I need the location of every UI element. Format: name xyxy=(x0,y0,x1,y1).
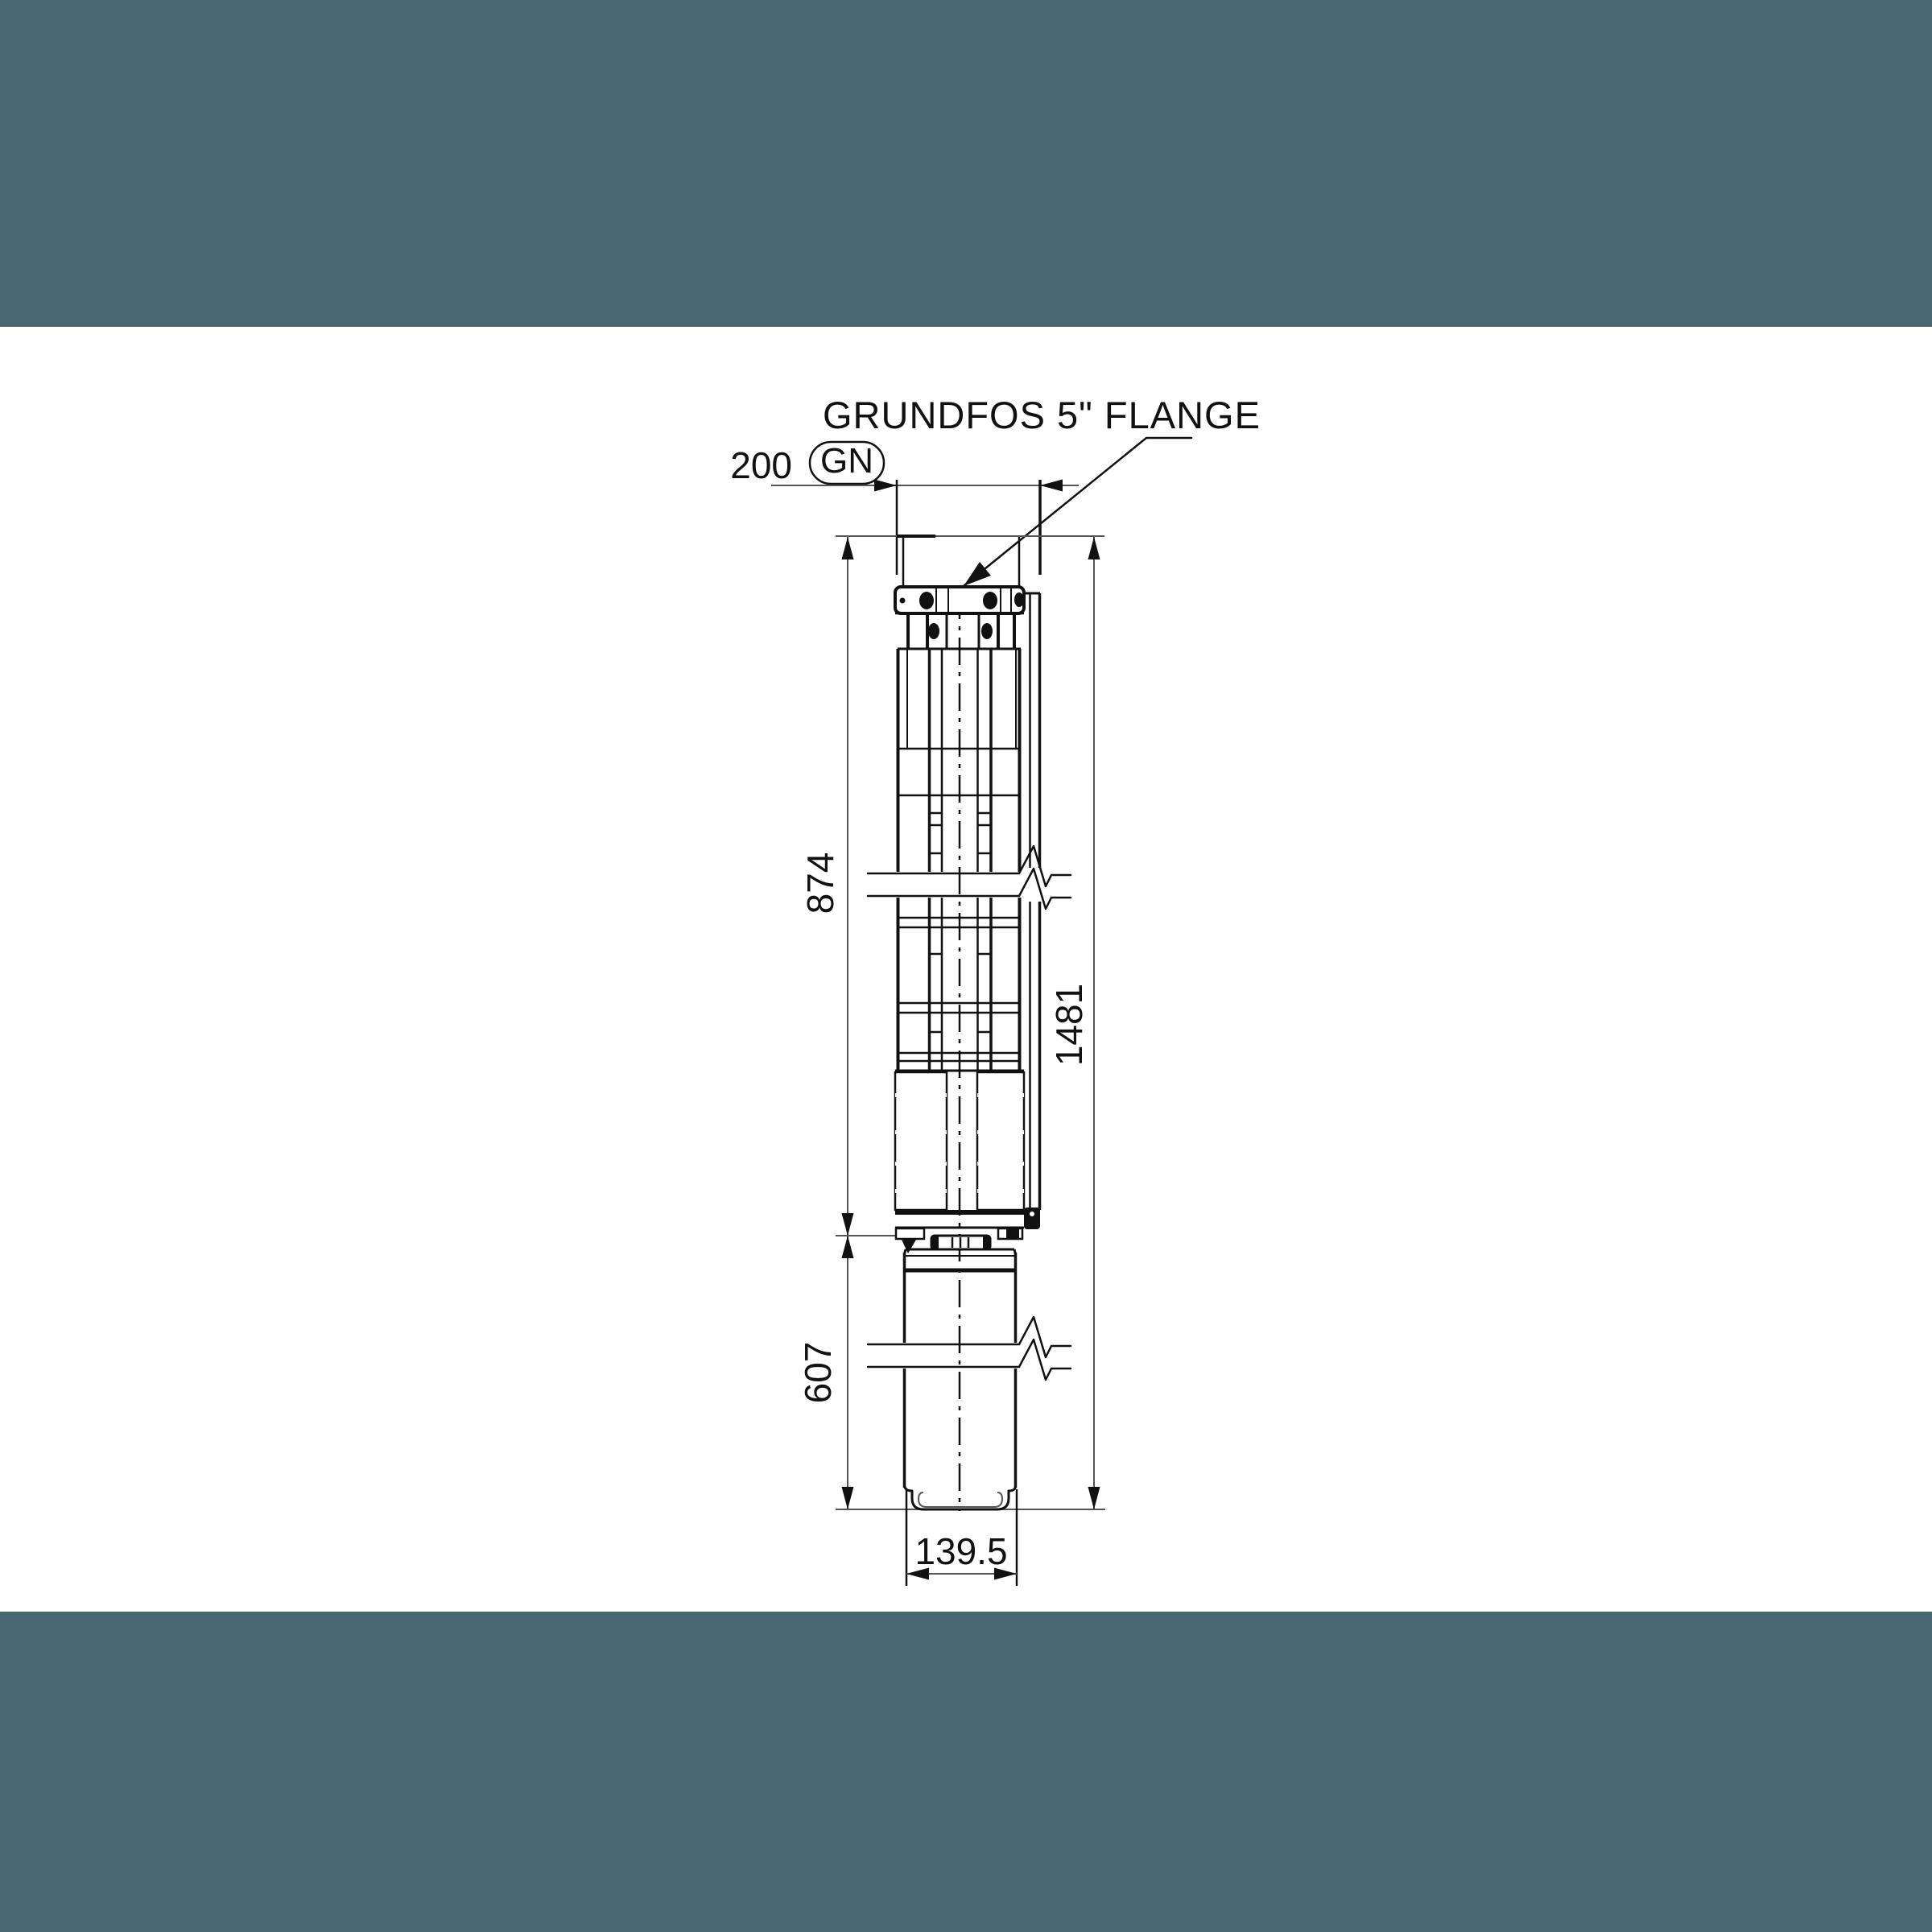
flange-bolt xyxy=(983,592,997,609)
bottom-matte-band xyxy=(0,1612,1932,1932)
dimension-874 xyxy=(799,537,854,1236)
dim-607-arrow-top xyxy=(842,1236,854,1258)
dim-607-label: 607 xyxy=(797,1341,839,1404)
cable-entry-wedge xyxy=(902,1240,916,1253)
motor xyxy=(868,1249,1071,1509)
dim-1481-arrow-bottom xyxy=(1088,1487,1100,1509)
dim-1481-arrow-top xyxy=(1088,537,1100,559)
flange-leader xyxy=(964,438,1191,586)
dim-874-arrow-top xyxy=(842,537,854,559)
dim-607-arrow-bottom xyxy=(842,1487,854,1509)
flange-leader-arrow xyxy=(964,562,991,586)
cap-bolt xyxy=(981,623,993,639)
dim-200-arrow-left xyxy=(874,480,897,492)
flange-title-label: GRUNDFOS 5" FLANGE xyxy=(823,394,1261,436)
cap-bolt xyxy=(928,623,939,639)
break-symbol-motor xyxy=(868,1317,1071,1380)
dim-200-label: 200 xyxy=(730,444,792,486)
dim-1481-label: 1481 xyxy=(1048,983,1090,1067)
pump-assembly xyxy=(868,537,1071,1511)
dimension-607 xyxy=(797,1236,854,1509)
dim-139-5-label: 139.5 xyxy=(914,1530,1008,1572)
dim-874-arrow-bottom xyxy=(842,1213,854,1236)
dim-874-label: 874 xyxy=(799,852,841,914)
dimension-200 xyxy=(730,441,1079,575)
dim-200-arrow-right xyxy=(1040,480,1063,492)
port-code-label: GN xyxy=(820,441,873,481)
cable-guard xyxy=(1022,593,1040,1229)
dimension-1481 xyxy=(1048,537,1100,1509)
cable-guard-clamp xyxy=(1024,1208,1040,1229)
flange-bolt xyxy=(919,592,934,609)
top-matte-band xyxy=(0,0,1932,327)
flange-bolt xyxy=(1014,592,1024,607)
